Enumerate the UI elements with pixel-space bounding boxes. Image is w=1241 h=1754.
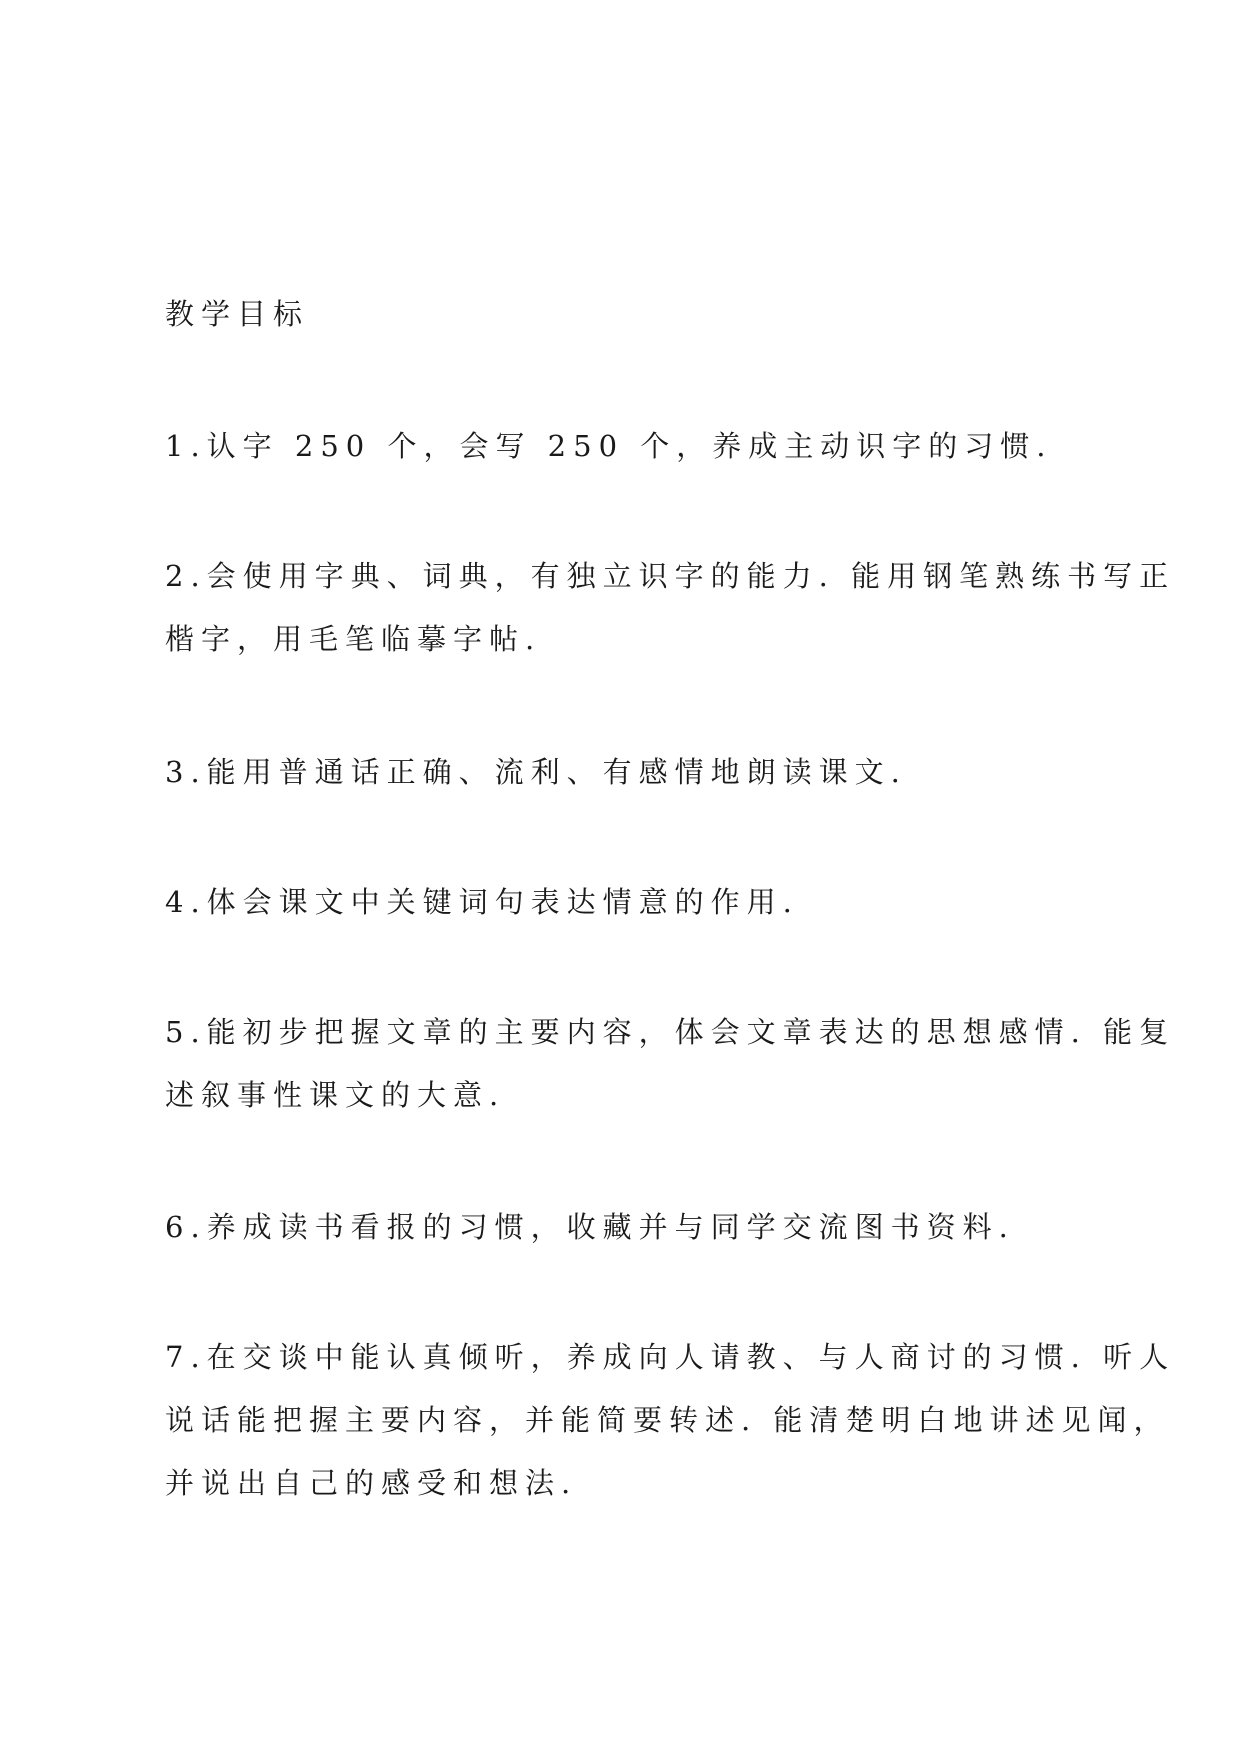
objective-item-7 — [165, 1340, 1176, 1500]
objective-line: 3.能用普通话正确、流利、有感情地朗读课文. — [165, 755, 907, 789]
objective-item-4 — [165, 885, 1095, 919]
objective-item-3 — [165, 755, 1095, 789]
objective-line: 说话能把握主要内容，并能简要转述. 能清楚明白地讲述见闻， — [165, 1403, 1170, 1437]
objective-line: 并说出自己的感受和想法. — [165, 1466, 578, 1500]
objective-line: 述叙事性课文的大意. — [165, 1078, 506, 1112]
objective-line: 楷字，用毛笔临摹字帖. — [165, 622, 542, 656]
objective-line: 5.能初步把握文章的主要内容，体会文章表达的思想感情. 能复 — [165, 1015, 1176, 1049]
objective-line: 2.会使用字典、词典，有独立识字的能力. 能用钢笔熟练书写正 — [165, 559, 1176, 593]
objective-line: 4.体会课文中关键词句表达情意的作用. — [165, 885, 799, 919]
document-title: 教学目标 — [165, 297, 310, 331]
objective-line: 1.认字 250 个，会写 250 个，养成主动识字的习惯. — [165, 429, 1053, 463]
objective-item-1 — [165, 429, 1095, 463]
objective-item-6 — [165, 1210, 1095, 1244]
objective-item-5 — [165, 1015, 1176, 1112]
objective-line: 6.养成读书看报的习惯，收藏并与同学交流图书资料. — [165, 1210, 1015, 1244]
objective-item-2 — [165, 559, 1176, 656]
objective-line: 7.在交谈中能认真倾听，养成向人请教、与人商讨的习惯. 听人 — [165, 1340, 1176, 1374]
